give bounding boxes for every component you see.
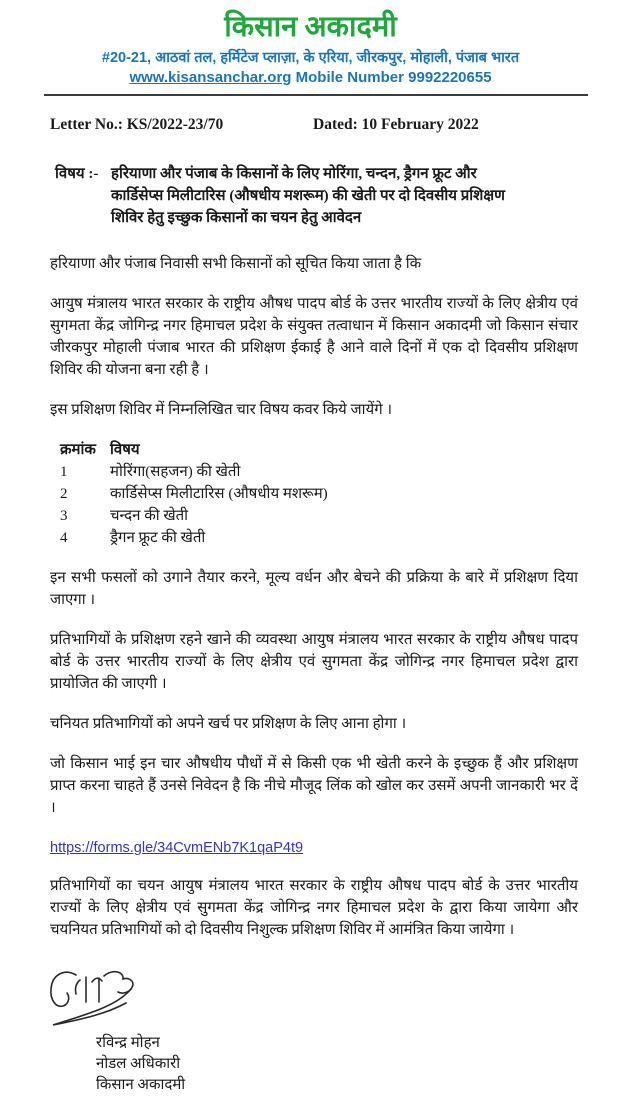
subject-line: कार्डिसेप्स मिलीटारिस (औषधीय मशरूम) की खेती पर दो दिवसीय प्रशिक्षण	[111, 188, 505, 204]
org-contact-line	[0, 68, 621, 87]
paragraph-apply-instruction: जो किसान भाई इन चार औषधीय पौधों में से किसी एक भी खेती करने के इच्छुक हैं और प्रशिक्षण प्राप्त करना चाहते हैं उनसे निवेदन है कि नीचे मौजूद लिंक को खोल कर उसमें अपनी जानकारी भर दें ।	[50, 756, 578, 816]
topic-subject: मोरिंगा(सहजन) की खेती	[110, 464, 241, 480]
paragraph-sponsorship: प्रतिभागियों के प्रशिक्षण रहने खाने की व्यवस्था आयुष मंत्रालय भारत सरकार के राष्ट्रीय औषध पादप बोर्ड के उत्तर भारतीय राज्यों के लिए क्षेत्रीय एवं सुगमता केंद्र जोगिन्द्र नगर हिमाचल प्रदेश द्वारा प्रायोजित की जाएगी ।	[50, 632, 578, 692]
signatory-details	[96, 1033, 621, 1096]
paragraph-selection: प्रतिभागियों का चयन आयुष मंत्रालय भारत सरकार के राष्ट्रीय औषध पादप बोर्ड के उत्तर भारतीय राज्यों के लिए क्षेत्रीय एवं सुगमता केंद्र जोगिन्द्र नगर हिमाचल प्रदेश के द्वारा किया जायेगा और चयनियत प्रतिभागियों को दो दिवसीय निशुल्क प्रशिक्षण शिविर में आमंत्रित किया जायेगा ।	[50, 878, 578, 938]
google-form-link[interactable]: https://forms.gle/34CvmENb7K1qaP4t9	[50, 840, 304, 856]
signatory-name: रविन्द्र मोहन	[96, 1035, 160, 1051]
subject-block	[55, 163, 561, 229]
table-row	[60, 527, 578, 549]
paragraph-topics-intro: इस प्रशिक्षण शिविर में निम्नलिखित चार विषय कवर किये जायेंगे ।	[50, 402, 393, 418]
header-divider	[44, 94, 588, 96]
paragraph-training-scope: इन सभी फसलों को उगाने तैयार करने, मूल्य वर्धन और बेचने की प्रक्रिया के बारे में प्रशिक्षण दिया जाएगा ।	[50, 570, 578, 608]
topic-subject: कार्डिसेप्स मिलीटारिस (औषधीय मशरूम)	[110, 486, 328, 502]
subject-line: हरियाणा और पंजाब के किसानों के लिए मोरिंगा, चन्दन, ड्रैगन फ्रूट और	[111, 166, 477, 182]
subject-label: विषय :-	[55, 166, 99, 182]
org-title: किसान अकादमी	[224, 11, 397, 43]
topics-header-row	[60, 439, 578, 461]
letterhead	[0, 0, 621, 87]
paragraph-own-expense: चनियत प्रतिभागियों को अपने खर्च पर प्रशिक्षण के लिए आना होगा ।	[50, 716, 407, 732]
topic-number: 3	[60, 508, 68, 524]
mobile-number: Mobile Number 9992220655	[291, 69, 492, 86]
paragraph-intro: आयुष मंत्रालय भारत सरकार के राष्ट्रीय औषध पादप बोर्ड के उत्तर भारतीय राज्यों के लिए क्षेत्रीय एवं सुगमता केंद्र जोगिन्द्र नगर हिमाचल प्रदेश के संयुक्त तत्वाधान में किसान अकादमी जो किसान संचार जीरकपुर मोहाली पंजाब भारत की प्रशिक्षण ईकाई है आने वाले दिनों में एक दो दिवसीय प्रशिक्षण शिविर की योजना बना रही है ।	[50, 296, 578, 378]
signature-block	[46, 967, 621, 1096]
subject-line: शिविर हेतु इच्छुक किसानों का चयन हेतु आवेदन	[111, 210, 362, 226]
signatory-org: किसान अकादमी	[96, 1077, 186, 1093]
table-row	[60, 483, 578, 505]
topic-number: 2	[60, 486, 68, 502]
website-link[interactable]: www.kisansanchar.org	[129, 69, 292, 86]
topic-subject: चन्दन की खेती	[110, 508, 189, 524]
handwritten-signature	[46, 967, 146, 1029]
topic-subject: ड्रैगन फ्रूट की खेती	[110, 530, 206, 546]
letter-date: Dated: 10 February 2022	[313, 116, 479, 133]
topics-header-no: क्रमांक	[60, 442, 96, 458]
subject-text	[111, 163, 561, 229]
letter-number: Letter No.: KS/2022-23/70	[50, 116, 224, 133]
letter-meta-row	[50, 116, 576, 134]
form-link-row	[50, 839, 578, 857]
topic-number: 4	[60, 530, 68, 546]
paragraph-notice: हरियाणा और पंजाब निवासी सभी किसानों को सूचित किया जाता है कि	[50, 256, 422, 272]
topic-number: 1	[60, 464, 68, 480]
table-row	[60, 505, 578, 527]
table-row	[60, 461, 578, 483]
topics-header-subject: विषय	[110, 442, 140, 458]
org-address: #20-21, आठवां तल, हर्मिटेज प्लाज़ा, के एरिया, जीरकपुर, मोहाली, पंजाब भारत	[101, 50, 520, 66]
signatory-role: नोडल अधिकारी	[96, 1056, 181, 1072]
topics-table	[60, 439, 578, 549]
